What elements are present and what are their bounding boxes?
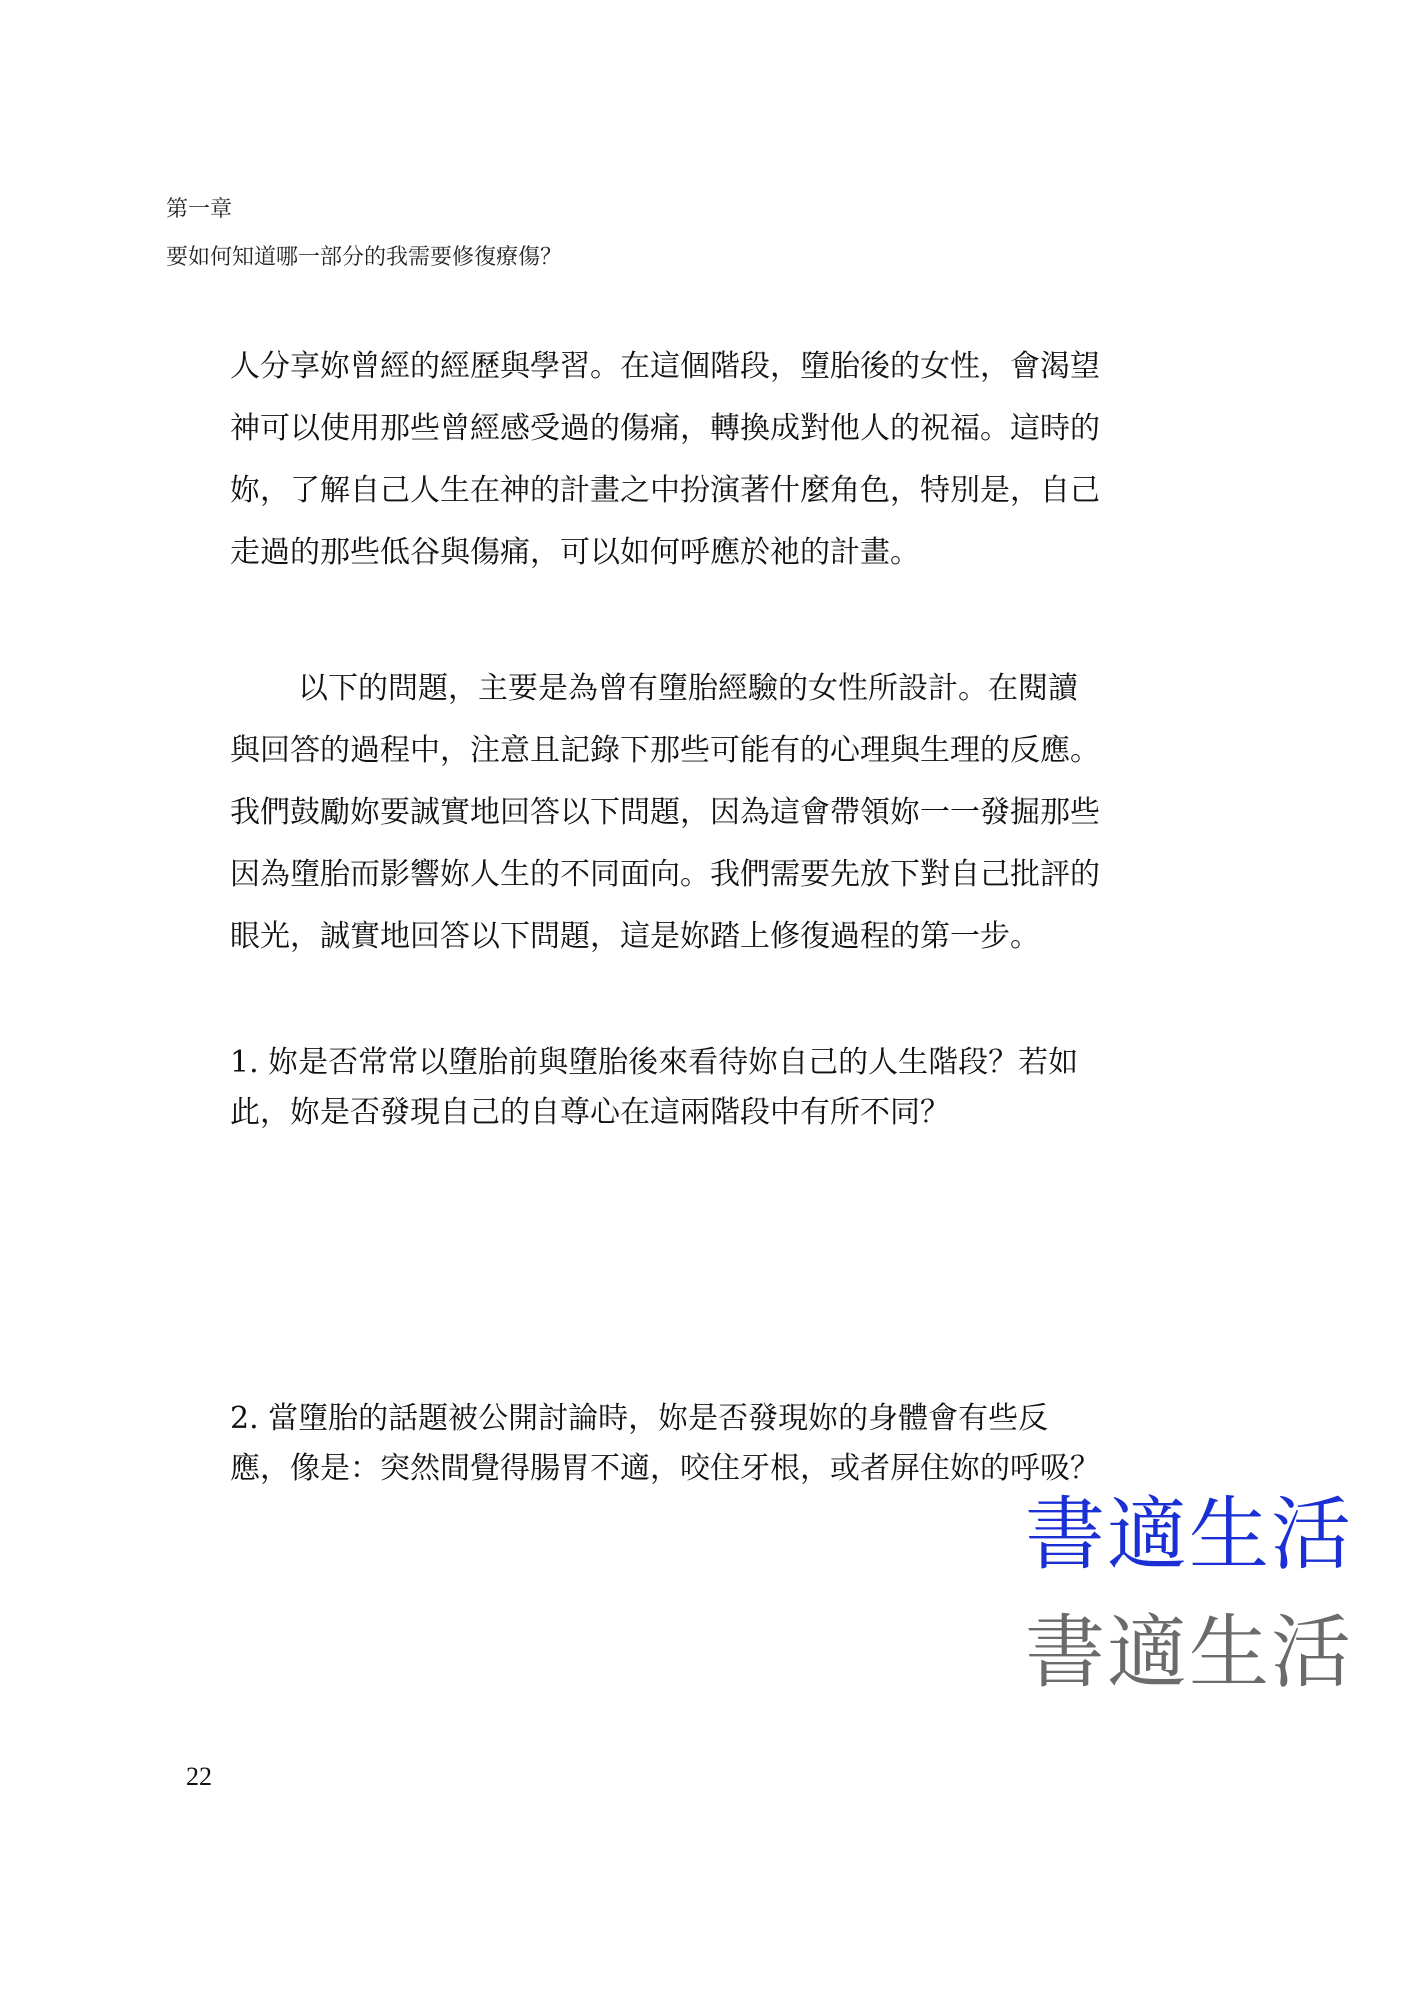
question-2: 2. 當墮胎的話題被公開討論時，妳是否發現妳的身體會有些反應，像是：突然間覺得腸胃不適，咬住牙根，或者屏住妳的呼吸？ [230, 1401, 1100, 1486]
publisher-watermark-gray: 書適生活 [1025, 1606, 1353, 1699]
publisher-watermark-blue: 書適生活 [1025, 1488, 1353, 1581]
body-paragraph-1: 人分享妳曾經的經歷與學習。在這個階段，墮胎後的女性，會渴望神可以使用那些曾經感受過的傷痛，轉換成對他人的祝福。這時的妳，了解自己人生在神的計畫之中扮演著什麼角色，特別是，自己走過的那些低谷與傷痛，可以如何呼應於祂的計畫。 [230, 349, 1100, 570]
chapter-label: 第一章 [166, 197, 233, 222]
question-1: 1. 妳是否常常以墮胎前與墮胎後來看待妳自己的人生階段？若如此，妳是否發現自己的自尊心在這兩階段中有所不同？ [230, 1045, 1079, 1130]
body-paragraph-2: 以下的問題，主要是為曾有墮胎經驗的女性所設計。在閱讀與回答的過程中，注意且記錄下那些可能有的心理與生理的反應。我們鼓勵妳要誠實地回答以下問題，因為這會帶領妳一一發掘那些因為墮胎而影響妳人生的不同面向。我們需要先放下對自己批評的眼光，誠實地回答以下問題，這是妳踏上修復過程的第一步。 [230, 671, 1100, 954]
chapter-title: 要如何知道哪一部分的我需要修復療傷？ [166, 245, 563, 270]
page-number: 22 [186, 1762, 212, 1791]
running-header [166, 186, 562, 282]
